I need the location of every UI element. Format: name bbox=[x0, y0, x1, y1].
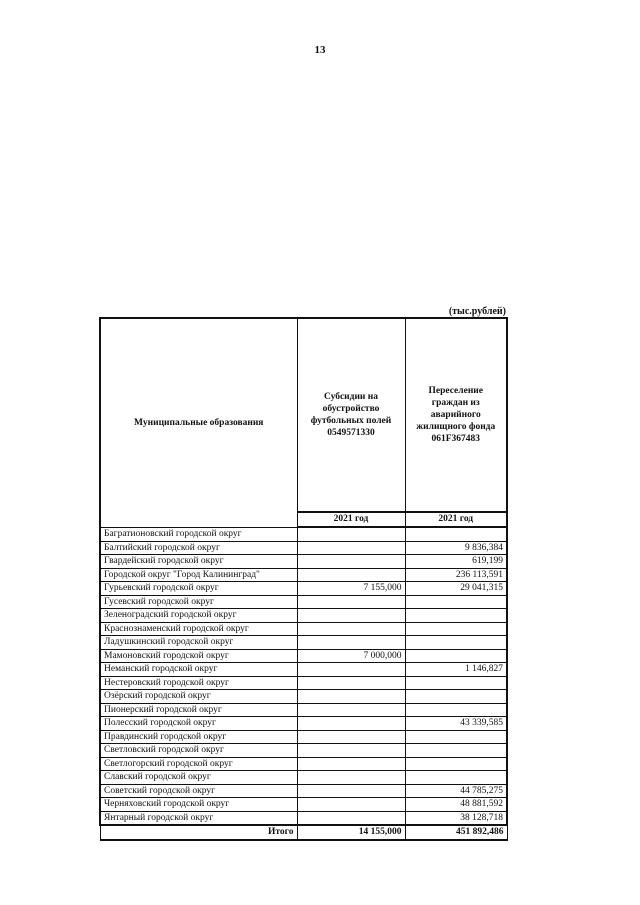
table-row bbox=[100, 636, 507, 650]
municipality-name: Городской округ "Город Калининград" bbox=[100, 568, 297, 582]
resettlement-value: 619,199 bbox=[405, 555, 507, 569]
municipality-name: Пионерский городской округ bbox=[100, 703, 297, 717]
resettlement-value: 236 113,591 bbox=[405, 568, 507, 582]
total-row bbox=[100, 825, 507, 840]
football-subsidy-value bbox=[297, 690, 405, 704]
resettlement-value: 9 836,384 bbox=[405, 541, 507, 555]
table-row bbox=[100, 541, 507, 555]
table-row bbox=[100, 757, 507, 771]
resettlement-value bbox=[405, 757, 507, 771]
budget-table bbox=[99, 317, 508, 841]
resettlement-value bbox=[405, 676, 507, 690]
municipality-name: Славский городской округ bbox=[100, 771, 297, 785]
table-row bbox=[100, 798, 507, 812]
table-row bbox=[100, 582, 507, 596]
total-resettlement: 451 892,486 bbox=[405, 825, 507, 840]
football-subsidy-value bbox=[297, 744, 405, 758]
municipality-name: Светлогорский городской округ bbox=[100, 757, 297, 771]
municipality-name: Ладушкинский городской округ bbox=[100, 636, 297, 650]
football-subsidy-value: 7 155,000 bbox=[297, 582, 405, 596]
football-subsidy-value bbox=[297, 622, 405, 636]
football-subsidy-value bbox=[297, 555, 405, 569]
municipality-name: Балтийский городской округ bbox=[100, 541, 297, 555]
page-number: 13 bbox=[314, 44, 326, 56]
resettlement-value bbox=[405, 730, 507, 744]
municipality-name: Зеленоградский городской округ bbox=[100, 609, 297, 623]
municipality-name: Краснознаменский городской округ bbox=[100, 622, 297, 636]
resettlement-value bbox=[405, 527, 507, 541]
resettlement-value bbox=[405, 703, 507, 717]
table-row bbox=[100, 676, 507, 690]
municipality-name: Гурьевский городской округ bbox=[100, 582, 297, 596]
resettlement-value bbox=[405, 771, 507, 785]
football-subsidy-value bbox=[297, 730, 405, 744]
football-subsidy-value: 7 000,000 bbox=[297, 649, 405, 663]
football-subsidy-value bbox=[297, 703, 405, 717]
football-subsidy-value bbox=[297, 784, 405, 798]
municipality-name: Янтарный городской округ bbox=[100, 811, 297, 825]
header-football-subsidy: Субсидии на обустройство футбольных полей 0549571330 bbox=[297, 318, 405, 512]
table-row bbox=[100, 663, 507, 677]
resettlement-value: 48 881,592 bbox=[405, 798, 507, 812]
resettlement-value: 38 128,718 bbox=[405, 811, 507, 825]
resettlement-value: 44 785,275 bbox=[405, 784, 507, 798]
football-subsidy-value bbox=[297, 771, 405, 785]
football-subsidy-value bbox=[297, 609, 405, 623]
table-row bbox=[100, 690, 507, 704]
table-row bbox=[100, 784, 507, 798]
table-row bbox=[100, 609, 507, 623]
table-row bbox=[100, 595, 507, 609]
football-subsidy-value bbox=[297, 757, 405, 771]
header-municipality: Муниципальные образования bbox=[100, 318, 297, 527]
unit-note: (тыс.рублей) bbox=[448, 306, 506, 317]
table-header-row bbox=[100, 318, 507, 512]
municipality-name: Правдинский городской округ bbox=[100, 730, 297, 744]
municipality-name: Багратионовский городской округ bbox=[100, 527, 297, 541]
municipality-name: Гвардейский городской округ bbox=[100, 555, 297, 569]
table-row bbox=[100, 527, 507, 541]
municipality-name: Полесский городской округ bbox=[100, 717, 297, 731]
municipality-name: Неманский городской округ bbox=[100, 663, 297, 677]
header-resettlement: Переселение граждан из аварийного жилищного фонда 061F367483 bbox=[405, 318, 507, 512]
football-subsidy-value bbox=[297, 663, 405, 677]
municipality-name: Мамоновский городской округ bbox=[100, 649, 297, 663]
header-year-b: 2021 год bbox=[405, 512, 507, 527]
table-row bbox=[100, 622, 507, 636]
table-row bbox=[100, 568, 507, 582]
table-row bbox=[100, 811, 507, 825]
table-row bbox=[100, 703, 507, 717]
resettlement-value: 29 041,315 bbox=[405, 582, 507, 596]
table-body bbox=[100, 527, 507, 825]
table-row bbox=[100, 717, 507, 731]
table-row bbox=[100, 555, 507, 569]
resettlement-value: 43 339,585 bbox=[405, 717, 507, 731]
municipality-name: Гусевский городской округ bbox=[100, 595, 297, 609]
resettlement-value bbox=[405, 744, 507, 758]
resettlement-value: 1 146,827 bbox=[405, 663, 507, 677]
football-subsidy-value bbox=[297, 717, 405, 731]
football-subsidy-value bbox=[297, 798, 405, 812]
total-football-subsidy: 14 155,000 bbox=[297, 825, 405, 840]
total-label: Итого bbox=[100, 825, 297, 840]
football-subsidy-value bbox=[297, 527, 405, 541]
resettlement-value bbox=[405, 690, 507, 704]
resettlement-value bbox=[405, 649, 507, 663]
football-subsidy-value bbox=[297, 595, 405, 609]
municipality-name: Черняховский городской округ bbox=[100, 798, 297, 812]
municipality-name: Озёрский городской округ bbox=[100, 690, 297, 704]
football-subsidy-value bbox=[297, 568, 405, 582]
table-row bbox=[100, 744, 507, 758]
resettlement-value bbox=[405, 609, 507, 623]
resettlement-value bbox=[405, 636, 507, 650]
football-subsidy-value bbox=[297, 676, 405, 690]
resettlement-value bbox=[405, 622, 507, 636]
football-subsidy-value bbox=[297, 811, 405, 825]
municipality-name: Светловский городской округ bbox=[100, 744, 297, 758]
header-year-a: 2021 год bbox=[297, 512, 405, 527]
municipality-name: Нестеровский городской округ bbox=[100, 676, 297, 690]
football-subsidy-value bbox=[297, 541, 405, 555]
table-row bbox=[100, 771, 507, 785]
football-subsidy-value bbox=[297, 636, 405, 650]
table-row bbox=[100, 649, 507, 663]
municipality-name: Советский городской округ bbox=[100, 784, 297, 798]
resettlement-value bbox=[405, 595, 507, 609]
table-row bbox=[100, 730, 507, 744]
